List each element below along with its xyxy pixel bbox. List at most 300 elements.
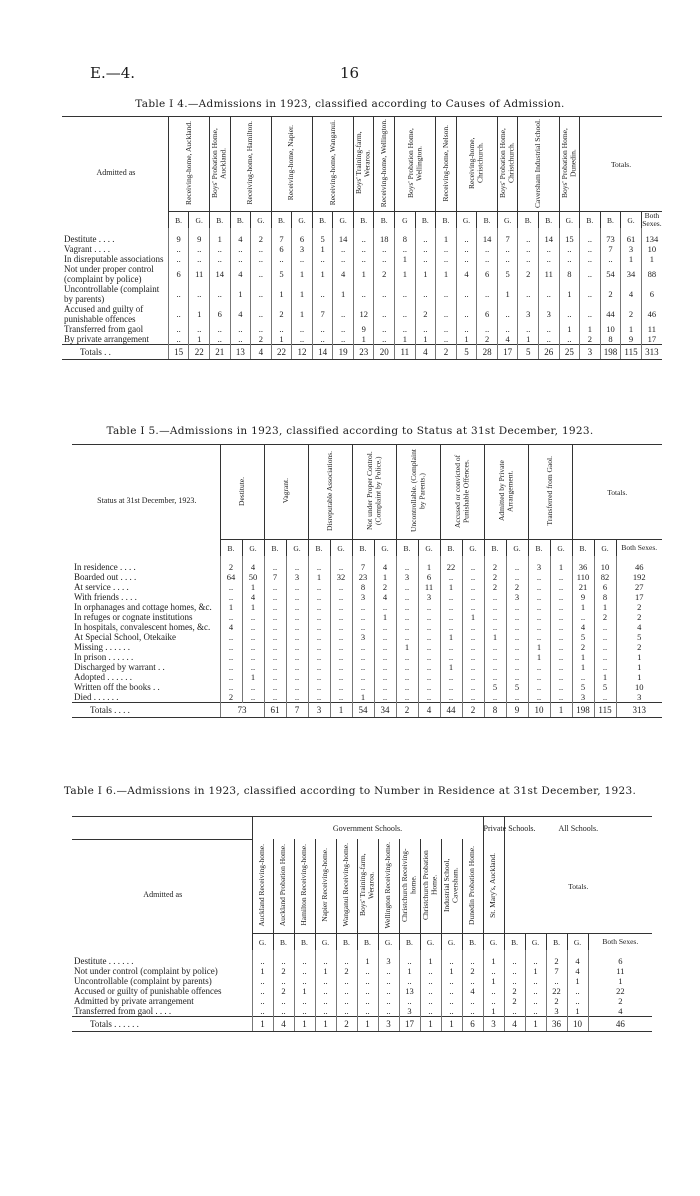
table_i5-total-cell: 115 (594, 703, 616, 718)
table_i5-subhead: G. (418, 540, 440, 557)
table_i6-cell: .. (294, 996, 315, 1006)
table_i6-cell: 1 (483, 950, 504, 966)
table_i5-cell: .. (418, 622, 440, 632)
table_i4-column-head-label: Boys' Probation Home, Wellington. (405, 128, 424, 198)
table_i5-cell: .. (396, 622, 418, 632)
table_i5-column-head-label: Totals. (607, 487, 628, 497)
table_i4-cell: .. (395, 244, 416, 254)
table_i6-total-cell: 3 (378, 1017, 399, 1032)
table_i4-cell: 6 (292, 228, 313, 244)
table_i5-cell: .. (506, 556, 528, 572)
table_i5-cell: .. (550, 612, 572, 622)
table_i5-cell: .. (396, 632, 418, 642)
table_i5-subhead: B. (572, 540, 594, 557)
table_i4-column-head (271, 117, 312, 212)
table_i4-cell: .. (518, 244, 539, 254)
table_i6-cell: .. (441, 1006, 462, 1017)
table_i5-cell: 1 (550, 556, 572, 572)
table_i5-cell: 1 (440, 632, 462, 642)
table_i5-cell: .. (572, 612, 594, 622)
table-i6-title: Table I 6.—Admissions in 1923, classified according to Number in Residence at 31st December, 1923. (63, 785, 637, 797)
table_i4-cell: 4 (621, 284, 642, 304)
table_i4-subhead: B. (518, 212, 539, 229)
table_i4-cell: .. (538, 284, 559, 304)
table_i4-column-head-label: Totals. (610, 159, 632, 169)
table_i6-cell: .. (294, 976, 315, 986)
table_i5-cell: .. (286, 556, 308, 572)
table_i6-cell: .. (483, 996, 504, 1006)
table_i6-cell: .. (252, 986, 273, 996)
table_i4-cell: 61 (621, 228, 642, 244)
table_i4-cell: 1 (436, 228, 457, 244)
table_i6-group-head: All Schools. (504, 817, 652, 840)
table_i4-cell: .. (374, 244, 395, 254)
table_i4-cell: 10 (600, 324, 621, 334)
table_i4-cell: 34 (621, 264, 642, 284)
table_i6-cell: 1 (252, 966, 273, 976)
table_i4-cell: 8 (600, 334, 621, 345)
table_i4-column-head-label: Boys' Training-farm, Weraroa. (354, 131, 372, 195)
table_i5-cell: .. (242, 662, 264, 672)
table_i5-totals-row (72, 703, 662, 718)
table_i6-row-label: Transferred from gaol . . . . (74, 1006, 172, 1016)
table_i5-row-label: In residence . . . . (74, 562, 136, 572)
table_i4-cell: 1 (312, 244, 333, 254)
table_i6-cell: .. (294, 1006, 315, 1017)
table_i4-cell: .. (168, 244, 189, 254)
table_i4-cell: 44 (600, 304, 621, 324)
table_i6-cell: 2 (546, 996, 567, 1006)
table_i5-cell: .. (418, 692, 440, 703)
table_i5-cell: .. (418, 652, 440, 662)
table_i5-cell: .. (418, 682, 440, 692)
table_i4-cell: .. (456, 244, 477, 254)
table_i5-total-cell: 8 (484, 703, 506, 718)
table_i5-cell: 1 (572, 652, 594, 662)
table_i5-cell: 21 (572, 582, 594, 592)
table_i6-cell: .. (462, 950, 483, 966)
table_i5-subhead: G. (594, 540, 616, 557)
table_i5-cell: .. (484, 642, 506, 652)
table_i5-column-head (572, 445, 662, 540)
table_i5-row-label: At Special School, Otekaike (74, 632, 176, 642)
table_i5-cell: .. (440, 622, 462, 632)
table_i4-cell: .. (518, 228, 539, 244)
table_i5-column-head (528, 445, 572, 540)
table_i4-column-head-label: Receiving-home, Christchurch. (467, 137, 485, 189)
table_i5-column-head (220, 445, 264, 540)
table_i4-column-head (209, 117, 230, 212)
table_i4-cell: 1 (436, 264, 457, 284)
table_i5-cell: .. (374, 652, 396, 662)
table_i6-total-cell: 1 (441, 1017, 462, 1032)
table_i5-row-label: Adopted . . . . . . (74, 672, 132, 682)
table_i5-cell: .. (286, 682, 308, 692)
table_i5-cell: .. (242, 632, 264, 642)
table_i5-cell: .. (264, 652, 286, 662)
table_i5-cell: 2 (484, 572, 506, 582)
table_i4-column-head (395, 117, 436, 212)
table_i5-cell: .. (330, 682, 352, 692)
table_i5-cell: .. (286, 652, 308, 662)
table_i4-cell: 1 (395, 254, 416, 264)
table_i6-column-head-label: Wanganui Receiving-home. (341, 843, 351, 927)
table_i5-cell: .. (220, 612, 242, 622)
table_i4-cell: 1 (292, 304, 313, 324)
table_i5-cell: 4 (374, 592, 396, 602)
table_i4-subhead: B. (271, 212, 292, 229)
table_i4-cell: .. (333, 244, 354, 254)
table_i5-cell: .. (440, 652, 462, 662)
table_i5-cell: .. (396, 582, 418, 592)
table_i6-cell: .. (462, 1006, 483, 1017)
table_i5-subhead: B. (484, 540, 506, 557)
table_i5-cell: 11 (418, 582, 440, 592)
table_i5-cell: 1 (396, 642, 418, 652)
table_i4-row-label: Not under proper control (complaint by police) (64, 264, 154, 284)
table_i4-total-cell: 313 (641, 345, 662, 360)
table_i4-row-label: Uncontrollable (complaint by parents) (64, 284, 160, 304)
table_i5-cell: .. (264, 592, 286, 602)
table_i4-cell: .. (477, 254, 498, 264)
table_i5-cell: 3 (528, 556, 550, 572)
table_i6-column-head-label: Hamilton Receiving-home. (299, 844, 309, 926)
table_i6-cell: .. (336, 976, 357, 986)
table_i5-cell: 4 (242, 592, 264, 602)
table_i4-cell: 73 (600, 228, 621, 244)
table-i5-title: Table I 5.—Admissions in 1923, classified according to Status at 31st December, 1923. (106, 425, 594, 437)
table_i5-cell: 1 (242, 602, 264, 612)
table_i4-total-cell: 14 (312, 345, 333, 360)
table_i5-cell: 3 (616, 692, 662, 703)
table_i4-cell: .. (559, 244, 580, 254)
table_i4-cell: .. (415, 254, 436, 264)
table_i5-cell: 64 (220, 572, 242, 582)
table_i5-cell: .. (418, 612, 440, 622)
table_i5-column-head-label: Uncontrollable. (Complaint by Parents.) (408, 449, 426, 533)
table_i5-total-cell: 2 (462, 703, 484, 718)
table_i4-cell: 4 (456, 264, 477, 284)
table_i4-subhead: B. (168, 212, 189, 229)
table_i4-cell: .. (312, 284, 333, 304)
table_i5-column-head (440, 445, 484, 540)
table_i5-cell: .. (264, 672, 286, 682)
table_i5-cell: 5 (572, 682, 594, 692)
table_i4-subhead: G. (292, 212, 313, 229)
table_i5-row-label: At service . . . . (74, 582, 129, 592)
table_i5-cell: .. (506, 652, 528, 662)
table_i4-cell: 1 (395, 334, 416, 345)
table_i5-row (72, 556, 662, 572)
table_i4-column-head-label: Receiving-home, Nelson. (440, 124, 450, 202)
table_i5-cell: .. (264, 602, 286, 612)
table_i5-cell: .. (330, 642, 352, 652)
table_i5-cell: .. (308, 622, 330, 632)
table_i5-cell: .. (308, 642, 330, 652)
table_i5-cell: .. (528, 632, 550, 642)
table_i4-cell: 1 (209, 228, 230, 244)
table_i5-cell: 82 (594, 572, 616, 582)
table_i4-cell: 1 (353, 334, 374, 345)
table_i5-cell: .. (330, 692, 352, 703)
table_i4-cell: .. (415, 284, 436, 304)
table_i5-subhead: Both Sexes. (616, 540, 662, 557)
table_i5-subhead: B. (396, 540, 418, 557)
table_i6-cell: .. (441, 976, 462, 986)
table_i5-cell: .. (286, 612, 308, 622)
table_i5-row-label: In prison . . . . . . (74, 652, 134, 662)
page-reference: E.—4. (90, 64, 136, 82)
table_i4-cell: .. (209, 254, 230, 264)
table_i4-total-cell: 22 (189, 345, 210, 360)
table_i6-column-head (294, 839, 315, 934)
table_i5-cell: .. (396, 682, 418, 692)
table_i5-subhead: G. (506, 540, 528, 557)
table_i5-cell: .. (528, 582, 550, 592)
table_i5-row-label: With friends . . . . (74, 592, 137, 602)
table_i4-row (62, 334, 662, 345)
table_i5-cell: 5 (572, 632, 594, 642)
table_i5-cell: .. (440, 672, 462, 682)
table_i5-cell: .. (484, 672, 506, 682)
table_i4-cell: 5 (271, 264, 292, 284)
table_i4-cell: 2 (518, 264, 539, 284)
table_i6-column-head (357, 839, 378, 934)
table_i6-cell: .. (273, 950, 294, 966)
table_i6-total-cell: 36 (546, 1017, 567, 1032)
table_i4-subhead: B. (600, 212, 621, 229)
table_i5-cell: .. (242, 622, 264, 632)
table_i5-cell: .. (286, 632, 308, 642)
table_i5-cell: .. (550, 682, 572, 692)
table_i5-cell: .. (528, 672, 550, 682)
table_i4-cell: .. (189, 324, 210, 334)
table_i6-cell: 22 (588, 986, 652, 996)
table_i4-cell: 4 (497, 334, 518, 345)
table_i5-row-label: In refuges or cognate institutions (74, 612, 193, 622)
table_i5-cell: .. (462, 582, 484, 592)
table_i5-cell: 1 (594, 602, 616, 612)
table_i5-cell: .. (594, 652, 616, 662)
table_i5-row (72, 652, 662, 662)
table_i6-subhead: G. (252, 934, 273, 951)
table_i4-row-label: Transferred from gaol (64, 324, 144, 334)
table_i5-cell: .. (550, 672, 572, 682)
table_i5-cell: .. (264, 612, 286, 622)
table_i4-cell: .. (292, 334, 313, 345)
table_i4-cell: 12 (353, 304, 374, 324)
table_i4-cell: 8 (395, 228, 416, 244)
table_i6-cell: .. (315, 1006, 336, 1017)
table_i5-row (72, 572, 662, 582)
table_i4-total-cell: 4 (251, 345, 272, 360)
table_i6-column-head (462, 839, 483, 934)
table_i4-cell: .. (477, 244, 498, 254)
table_i5-cell: .. (220, 672, 242, 682)
table_i5-cell: .. (440, 572, 462, 582)
table_i4-cell: 9 (353, 324, 374, 334)
table_i6-total-cell: 3 (483, 1017, 504, 1032)
table_i6-row-label: Destitute . . . . . . (74, 956, 134, 966)
table_i4-cell: 2 (600, 284, 621, 304)
table_i6-cell: 2 (462, 966, 483, 976)
table_i5-cell: 2 (572, 642, 594, 652)
table_i6-total-cell: 1 (420, 1017, 441, 1032)
table_i5-cell: .. (440, 612, 462, 622)
table_i6-cell: .. (399, 976, 420, 986)
table_i5-cell: .. (264, 692, 286, 703)
table_i4-cell: .. (538, 244, 559, 254)
table_i6-cell: 2 (273, 966, 294, 976)
table_i5-cell: .. (418, 642, 440, 652)
table_i6-row-header: Admitted as (72, 839, 252, 950)
table_i5-cell: 22 (440, 556, 462, 572)
table_i5-cell: .. (286, 692, 308, 703)
table_i5-cell: .. (330, 632, 352, 642)
table_i4-total-cell: 13 (230, 345, 251, 360)
table_i4-total-cell: 21 (209, 345, 230, 360)
table_i6-cell: .. (336, 996, 357, 1006)
table_i5-cell: .. (462, 592, 484, 602)
table_i5-cell: .. (330, 652, 352, 662)
table_i5-cell: .. (374, 672, 396, 682)
table_i5-cell: .. (528, 572, 550, 582)
table_i5-cell: 8 (352, 582, 374, 592)
table_i4-cell: .. (538, 254, 559, 264)
table_i5-cell: .. (220, 662, 242, 672)
table_i5-cell: .. (286, 622, 308, 632)
table_i4-cell: 46 (641, 304, 662, 324)
table_i5-subhead: B. (308, 540, 330, 557)
table_i6-cell: .. (399, 950, 420, 966)
table_i6-total-cell: 1 (357, 1017, 378, 1032)
table_i6-cell: .. (483, 966, 504, 976)
table_i4-cell: 1 (456, 334, 477, 345)
table_i6-cell: 1 (567, 1006, 588, 1017)
table_i5-cell: .. (264, 622, 286, 632)
table_i4-row-label: Destitute . . . . (64, 234, 115, 244)
table-i4-title: Table I 4.—Admissions in 1923, classified according to Causes of Admission. (135, 98, 565, 110)
table_i4-cell: 5 (497, 264, 518, 284)
table_i4-total-cell: 2 (436, 345, 457, 360)
table_i4-subhead: G. (333, 212, 354, 229)
table_i4-cell: .. (209, 244, 230, 254)
table_i6-cell: 3 (399, 1006, 420, 1017)
table_i5-cell: 1 (572, 602, 594, 612)
table_i5-cell: .. (242, 642, 264, 652)
table_i4-cell: .. (292, 254, 313, 264)
table_i4-cell: 8 (559, 264, 580, 284)
table_i6-cell: .. (336, 950, 357, 966)
table_i6-column-head (420, 839, 441, 934)
table_i4-cell: 1 (641, 254, 662, 264)
table_i4-subhead: B. (230, 212, 251, 229)
table_i4-row (62, 244, 662, 254)
table_i4-column-head-label: Boys' Probation Home, Dunedin. (559, 128, 578, 198)
table_i4-totals-row (62, 345, 662, 360)
table_i6-cell: 3 (546, 1006, 567, 1017)
table_i5-subhead: G. (374, 540, 396, 557)
table_i5-cell: .. (264, 682, 286, 692)
table_i5-cell: .. (594, 642, 616, 652)
table_i4-column-head-label: Receiving-home, Hamilton. (245, 121, 255, 205)
table_i4-cell: .. (230, 324, 251, 334)
table_i5-total-cell: 313 (616, 703, 662, 718)
table_i4-column-head (353, 117, 374, 212)
table_i5-cell: .. (484, 612, 506, 622)
table_i5-column-head-label: Destitute. (236, 476, 246, 506)
table_i5-cell: .. (550, 692, 572, 703)
table_i4-cell: 1 (559, 324, 580, 334)
table_i5-cell: 6 (594, 582, 616, 592)
table_i5-cell: 4 (220, 622, 242, 632)
table_i5-cell: 192 (616, 572, 662, 582)
table_i6-cell: .. (378, 1006, 399, 1017)
table_i6-subhead: Both Sexes. (588, 934, 652, 951)
table_i5-cell: .. (506, 572, 528, 582)
table_i5-cell: .. (418, 662, 440, 672)
table_i4-cell: .. (353, 244, 374, 254)
table_i4-cell: .. (168, 284, 189, 304)
table_i4-cell: 1 (333, 284, 354, 304)
table_i5-cell: .. (528, 622, 550, 632)
table_i5-row (72, 612, 662, 622)
table_i6-column-head (441, 839, 462, 934)
table_i6-cell: 1 (420, 950, 441, 966)
table_i5-subhead: G. (286, 540, 308, 557)
table_i5-cell: .. (506, 642, 528, 652)
table_i5-cell: .. (330, 592, 352, 602)
table_i4-cell: 7 (497, 228, 518, 244)
table_i5-column-head-label: Accused or convicted of Punishable Offences. (452, 454, 470, 528)
table_i5-cell: 1 (616, 662, 662, 672)
table_i5-cell: .. (484, 662, 506, 672)
table_i5-row (72, 602, 662, 612)
table_i6-row (72, 976, 652, 986)
table_i6-column-head (399, 839, 420, 934)
table_i5-cell: .. (594, 692, 616, 703)
table_i4-total-cell: 15 (168, 345, 189, 360)
table_i5-subhead: B. (352, 540, 374, 557)
table_i4-column-head (518, 117, 559, 212)
table_i5-cell: .. (440, 642, 462, 652)
table_i4-cell: .. (436, 334, 457, 345)
table_i4-cell: 1 (271, 334, 292, 345)
table_i4-cell: .. (580, 244, 601, 254)
table_i5-cell: .. (396, 652, 418, 662)
table_i5-total-cell: 1 (550, 703, 572, 718)
table_i5-cell: 2 (616, 642, 662, 652)
table_i4-cell: .. (168, 254, 189, 264)
table_i4-cell: .. (353, 254, 374, 264)
table_i4-column-head (436, 117, 457, 212)
table_i4-cell: .. (580, 254, 601, 264)
table_i6-cell: .. (441, 950, 462, 966)
table_i5-cell: .. (264, 632, 286, 642)
table_i6-cell: 2 (504, 986, 525, 996)
table_i5-column-head (352, 445, 396, 540)
table_i5-cell: 1 (594, 672, 616, 682)
table_i5-cell: .. (264, 582, 286, 592)
table_i5-cell: .. (352, 612, 374, 622)
table_i6-row (72, 1006, 652, 1017)
table_i6-total-cell: 6 (462, 1017, 483, 1032)
table_i6-cell: .. (357, 996, 378, 1006)
table_i5-cell: .. (440, 692, 462, 703)
table_i4-cell: .. (559, 254, 580, 264)
table_i4-subhead: B. (312, 212, 333, 229)
table_i5-cell: .. (308, 692, 330, 703)
